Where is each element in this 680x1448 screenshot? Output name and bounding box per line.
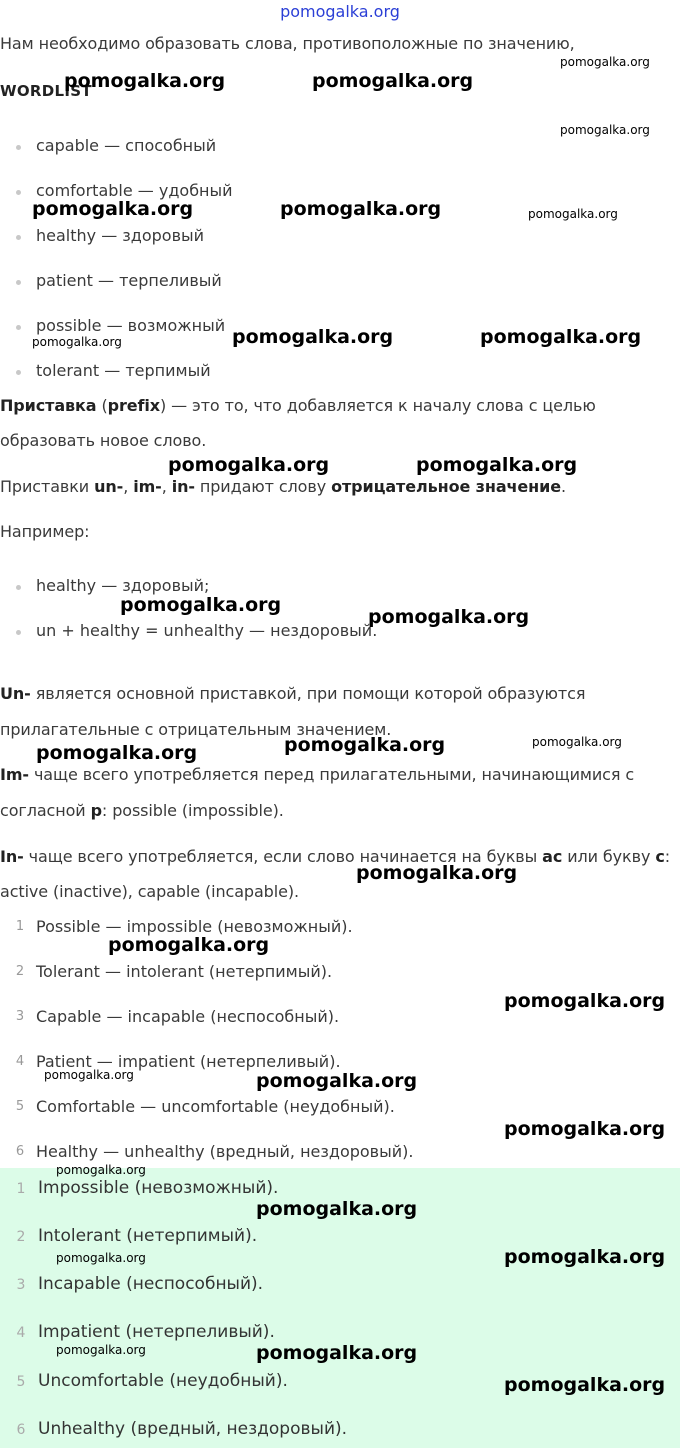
answer-number: 3: [16, 1277, 26, 1293]
watermark: pomogalka.org: [368, 606, 530, 628]
un-rule: [0, 684, 585, 703]
watermark: pomogalka.org: [108, 934, 270, 956]
im-rule-line2: [0, 801, 284, 820]
bullet-icon: [16, 325, 21, 330]
answer-number: 6: [16, 1422, 26, 1438]
list-number: 2: [15, 964, 25, 979]
answer-item: Incapable (неспособный).: [38, 1274, 264, 1294]
watermark: pomogalka.org: [56, 1163, 146, 1177]
watermark: pomogalka.org: [312, 70, 474, 92]
wordlist-item: possible — возможный: [36, 316, 226, 335]
text: ,: [123, 477, 134, 496]
bullet-icon: [16, 370, 21, 375]
watermark: pomogalka.org: [56, 1251, 146, 1265]
solution-item: Healthy — unhealthy (вредный, нездоровый).: [36, 1142, 414, 1161]
watermark: pomogalka.org: [280, 198, 442, 220]
text: согласной: [0, 801, 91, 820]
bullet-icon: [16, 280, 21, 285]
letter-p: p: [90, 801, 102, 820]
text: (: [96, 396, 108, 415]
list-number: 4: [15, 1054, 25, 1069]
site-logo[interactable]: pomogalka.org: [280, 2, 400, 21]
list-number: 1: [15, 919, 25, 934]
watermark: pomogalka.org: [256, 1198, 418, 1220]
watermark: pomogalka.org: [120, 594, 282, 616]
text: .: [560, 477, 566, 496]
wordlist-item: tolerant — терпимый: [36, 361, 211, 380]
watermark: pomogalka.org: [528, 207, 618, 221]
answer-item: Impatient (нетерпеливый).: [38, 1322, 275, 1342]
bullet-icon: [16, 145, 21, 150]
prefix-definition: [0, 396, 596, 415]
answer-number: 2: [16, 1229, 26, 1245]
wordlist-item: comfortable — удобный: [36, 181, 233, 200]
prefix-im: im-: [133, 477, 162, 496]
watermark: pomogalka.org: [504, 1374, 666, 1396]
solution-item: Possible — impossible (невозможный).: [36, 917, 353, 936]
watermark: pomogalka.org: [560, 55, 650, 69]
watermark: pomogalka.org: [416, 454, 578, 476]
wordlist-title: WORDLIST: [0, 82, 92, 100]
watermark: pomogalka.org: [504, 990, 666, 1012]
un-rule-line2: прилагательные с отрицательным значением.: [0, 720, 392, 739]
text: : possible (impossible).: [101, 801, 284, 820]
watermark: pomogalka.org: [560, 123, 650, 137]
answer-item: Unhealthy (вредный, нездоровый).: [38, 1419, 348, 1439]
text: является основной приставкой, при помощи которой образуются: [30, 684, 586, 703]
text: Приставки: [0, 477, 95, 496]
text: придают слову: [194, 477, 332, 496]
example-item: un + healthy = unhealthy — нездоровый.: [36, 621, 378, 640]
task-intro: Нам необходимо образовать слова, противоположные по значению,: [0, 34, 575, 53]
prefix-definition-line2: образовать новое слово.: [0, 431, 207, 450]
watermark: pomogalka.org: [32, 198, 194, 220]
prefix-im-label: Im-: [0, 765, 29, 784]
prefix-in-label: In-: [0, 847, 24, 866]
prefix-un: un-: [94, 477, 124, 496]
watermark: pomogalka.org: [480, 326, 642, 348]
watermark: pomogalka.org: [168, 454, 330, 476]
wordlist-item: capable — способный: [36, 136, 217, 155]
answer-number: 5: [16, 1374, 26, 1390]
answer-item: Intolerant (нетерпимый).: [38, 1226, 258, 1246]
list-number: 6: [15, 1144, 25, 1159]
letters-ac: ac: [542, 847, 563, 866]
answer-item: Uncomfortable (неудобный).: [38, 1371, 288, 1391]
in-rule: [0, 847, 670, 866]
text: чаще всего употребляется перед прилагательными, начинающимися с: [28, 765, 635, 784]
watermark: pomogalka.org: [256, 1342, 418, 1364]
list-number: 3: [15, 1009, 25, 1024]
wordlist-item: healthy — здоровый: [36, 226, 205, 245]
answer-number: 4: [16, 1325, 26, 1341]
list-number: 5: [15, 1099, 25, 1114]
example-label: Например:: [0, 522, 90, 541]
solution-item: Patient — impatient (нетерпеливый).: [36, 1052, 341, 1071]
solution-item: Comfortable — uncomfortable (неудобный).: [36, 1097, 395, 1116]
letter-c: c: [655, 847, 665, 866]
prefix-un-label: Un-: [0, 684, 31, 703]
prefixes-statement: [0, 477, 566, 496]
prefix-in: in-: [171, 477, 195, 496]
bullet-icon: [16, 190, 21, 195]
bullet-icon: [16, 630, 21, 635]
wordlist-item: patient — терпеливый: [36, 271, 222, 290]
text: ) — это то, что добавляется к началу слова с целью: [160, 396, 596, 415]
in-rule-line2: active (inactive), capable (incapable).: [0, 882, 299, 901]
text: :: [664, 847, 670, 866]
bullet-icon: [16, 585, 21, 590]
watermark: pomogalka.org: [56, 1343, 146, 1357]
solution-item: Capable — incapable (неспособный).: [36, 1007, 340, 1026]
term-prefix-en: prefix: [107, 396, 161, 415]
im-rule: [0, 765, 634, 784]
watermark: pomogalka.org: [504, 1246, 666, 1268]
negative-meaning: отрицательное значение: [331, 477, 561, 496]
watermark: pomogalka.org: [532, 735, 622, 749]
text: ,: [161, 477, 172, 496]
watermark: pomogalka.org: [356, 862, 518, 884]
watermark: pomogalka.org: [284, 734, 446, 756]
answer-number: 1: [16, 1181, 26, 1197]
watermark: pomogalka.org: [44, 1068, 134, 1082]
watermark: pomogalka.org: [64, 70, 226, 92]
bullet-icon: [16, 235, 21, 240]
solution-item: Tolerant — intolerant (нетерпимый).: [36, 962, 333, 981]
text: чаще всего употребляется, если слово начинается на буквы: [23, 847, 543, 866]
watermark: pomogalka.org: [32, 335, 122, 349]
answer-item: Impossible (невозможный).: [38, 1178, 279, 1198]
term-prefix-ru: Приставка: [0, 396, 97, 415]
example-item: healthy — здоровый;: [36, 576, 210, 595]
watermark: pomogalka.org: [232, 326, 394, 348]
text: или букву: [562, 847, 656, 866]
watermark: pomogalka.org: [36, 742, 198, 764]
watermark: pomogalka.org: [256, 1070, 418, 1092]
watermark: pomogalka.org: [504, 1118, 666, 1140]
